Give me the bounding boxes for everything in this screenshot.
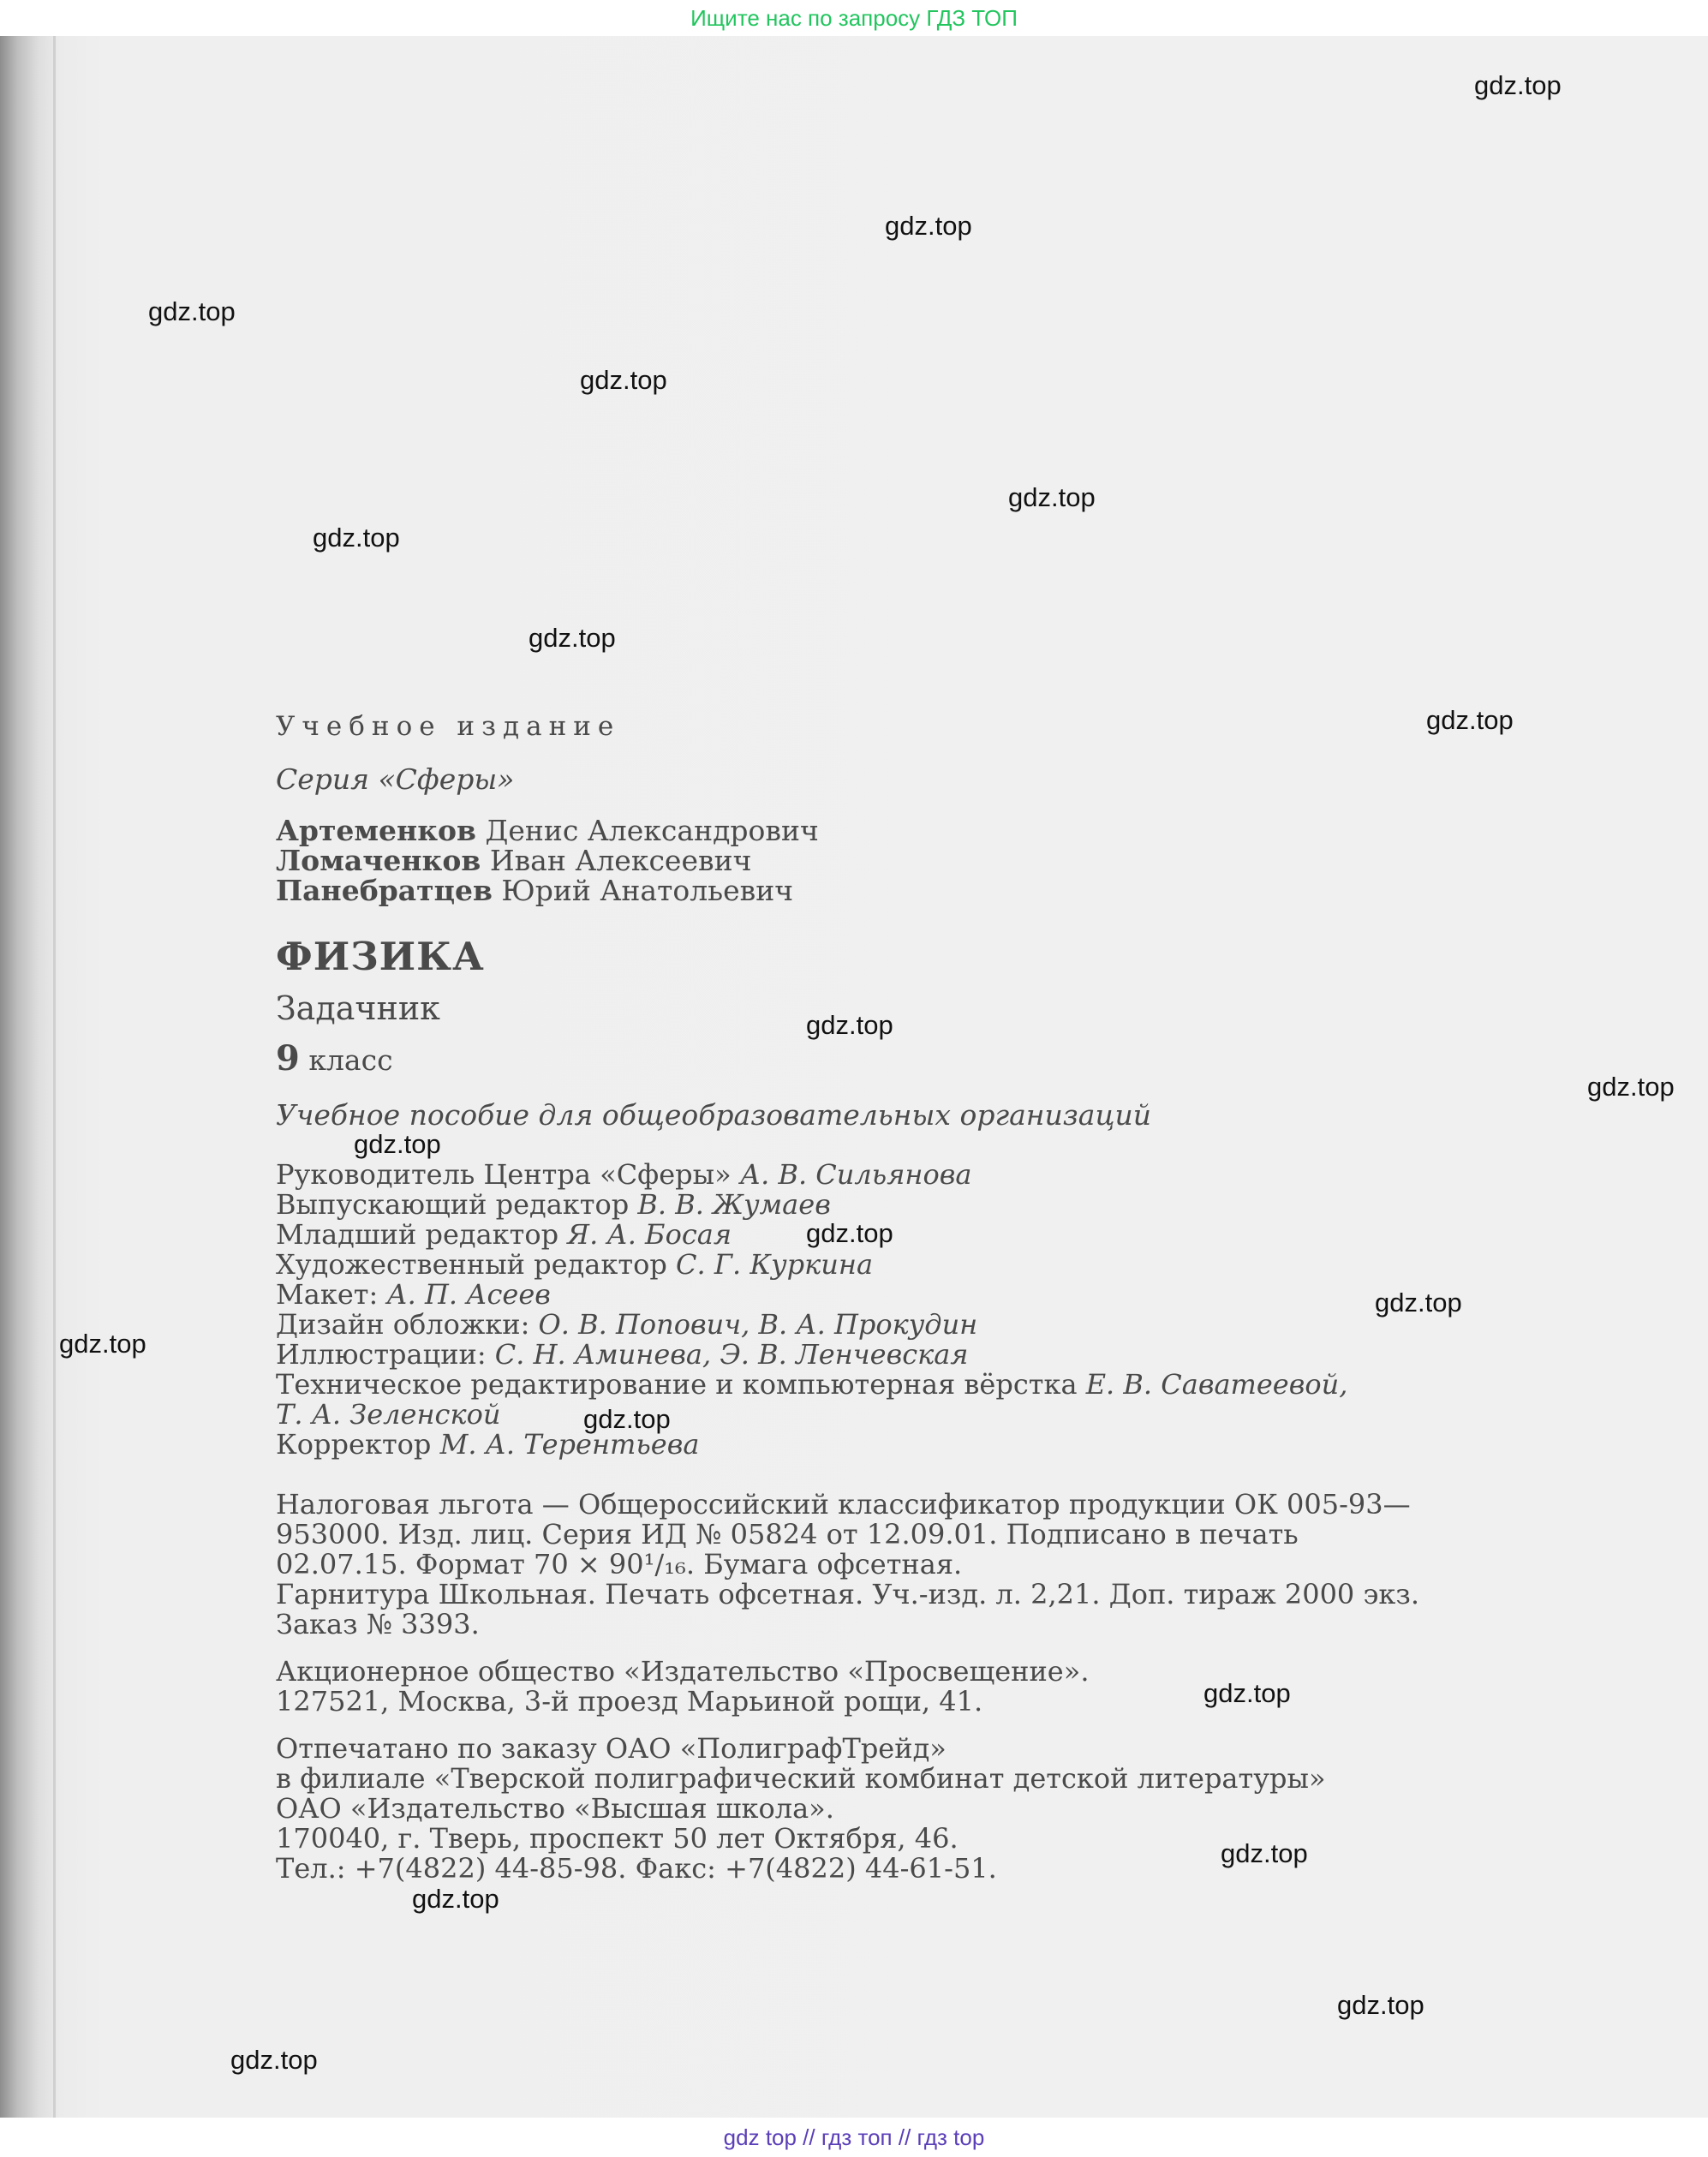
author-names: Иван Алексеевич — [489, 844, 752, 877]
author-surname: Панебратцев — [276, 874, 493, 907]
credit-person: С. Г. Куркина — [675, 1248, 874, 1281]
watermark: gdz.top — [529, 623, 616, 653]
credit-line — [276, 1398, 500, 1431]
credit-line — [276, 1338, 968, 1371]
printer-line: ОАО «Издательство «Высшая школа». — [276, 1792, 834, 1825]
top-banner[interactable]: Ищите нас по запросу ГДЗ ТОП — [0, 0, 1708, 36]
watermark: gdz.top — [1426, 705, 1514, 735]
watermark: gdz.top — [1221, 1838, 1308, 1868]
credit-line — [276, 1248, 873, 1281]
credit-line — [276, 1188, 831, 1221]
credit-person: А. П. Асеев — [386, 1278, 551, 1311]
printer-line: в филиале «Тверской полиграфический комбинат детской литературы» — [276, 1762, 1326, 1795]
bottom-banner[interactable]: gdz top // гдз топ // гдз top — [0, 2118, 1708, 2157]
credit-person: С. Н. Аминева, Э. В. Ленчевская — [494, 1338, 969, 1371]
watermark: gdz.top — [885, 211, 972, 241]
publisher-line: Акционерное общество «Издательство «Просвещение». — [276, 1655, 1090, 1688]
credit-person: А. В. Сильянова — [739, 1158, 972, 1191]
credit-role: Макет: — [276, 1278, 379, 1311]
watermark: gdz.top — [59, 1329, 146, 1359]
scanned-page — [0, 36, 1708, 2118]
author-names: Денис Александрович — [485, 814, 819, 847]
printer-line: Отпечатано по заказу ОАО «ПолиграфТрейд» — [276, 1732, 947, 1765]
credit-line — [276, 1278, 551, 1311]
author-surname: Ломаченков — [276, 844, 481, 877]
credit-person: Я. А. Босая — [567, 1218, 732, 1251]
book-spine-shadow — [53, 36, 56, 2118]
credit-line — [276, 1158, 971, 1191]
tax-line: 953000. Изд. лиц. Серия ИД № 05824 от 12.09.01. Подписано в печать — [276, 1518, 1299, 1551]
watermark: gdz.top — [148, 296, 236, 326]
credit-person: О. В. Попович, В. А. Прокудин — [538, 1308, 978, 1341]
watermark: gdz.top — [354, 1129, 441, 1159]
watermark: gdz.top — [806, 1218, 893, 1248]
credit-person: М. А. Терентьева — [439, 1428, 700, 1461]
grade-line — [276, 1038, 393, 1078]
credit-line — [276, 1218, 732, 1251]
watermark: gdz.top — [580, 365, 667, 395]
purpose-line: Учебное пособие для общеобразовательных организаций — [276, 1098, 1152, 1132]
credit-role: Выпускающий редактор — [276, 1188, 630, 1221]
watermark: gdz.top — [1337, 1990, 1424, 2020]
credit-role: Корректор — [276, 1428, 432, 1461]
book-subtitle: Задачник — [276, 989, 440, 1027]
credit-role: Дизайн обложки: — [276, 1308, 530, 1341]
credit-role: Младший редактор — [276, 1218, 559, 1251]
watermark: gdz.top — [1008, 482, 1096, 512]
credit-role: Техническое редактирование и компьютерная вёрстка — [276, 1368, 1078, 1401]
credit-person: Т. А. Зеленской — [276, 1398, 501, 1431]
tax-line: Гарнитура Школьная. Печать офсетная. Уч.-изд. л. 2,21. Доп. тираж 2000 экз. — [276, 1578, 1419, 1610]
author-line — [276, 814, 819, 847]
credit-line — [276, 1308, 977, 1341]
credit-line — [276, 1368, 1347, 1401]
watermark: gdz.top — [583, 1404, 671, 1434]
book-title: ФИЗИКА — [276, 934, 485, 979]
watermark: gdz.top — [313, 523, 400, 553]
watermark: gdz.top — [1375, 1288, 1462, 1318]
grade-number: 9 — [276, 1038, 300, 1078]
printer-line: Тел.: +7(4822) 44-85-98. Факс: +7(4822) 44-61-51. — [276, 1852, 997, 1885]
edition-type: Учебное издание — [276, 711, 621, 742]
watermark: gdz.top — [230, 2045, 318, 2075]
watermark: gdz.top — [412, 1884, 499, 1914]
author-names: Юрий Анатольевич — [501, 874, 794, 907]
credit-person: В. В. Жумаев — [637, 1188, 831, 1221]
credit-person: Е. В. Саватеевой, — [1085, 1368, 1348, 1401]
grade-word: класс — [308, 1043, 393, 1077]
tax-line: 02.07.15. Формат 70 × 90¹/₁₆. Бумага офсетная. — [276, 1548, 963, 1580]
watermark: gdz.top — [1474, 70, 1562, 100]
tax-line: Заказ № 3393. — [276, 1608, 480, 1640]
author-surname: Артеменков — [276, 814, 476, 847]
tax-line: Налоговая льгота — Общероссийский классификатор продукции ОК 005-93— — [276, 1488, 1411, 1521]
watermark: gdz.top — [1203, 1678, 1291, 1708]
author-line — [276, 874, 793, 907]
credit-role: Руководитель Центра «Сферы» — [276, 1158, 732, 1191]
printer-line: 170040, г. Тверь, проспект 50 лет Октября, 46. — [276, 1822, 959, 1855]
credit-role: Художественный редактор — [276, 1248, 667, 1281]
series-line: Серия «Сферы» — [276, 762, 515, 796]
watermark: gdz.top — [806, 1010, 893, 1040]
publisher-line: 127521, Москва, 3-й проезд Марьиной рощи, 41. — [276, 1685, 983, 1718]
watermark: gdz.top — [1587, 1072, 1675, 1102]
author-line — [276, 844, 751, 877]
credit-role: Иллюстрации: — [276, 1338, 487, 1371]
